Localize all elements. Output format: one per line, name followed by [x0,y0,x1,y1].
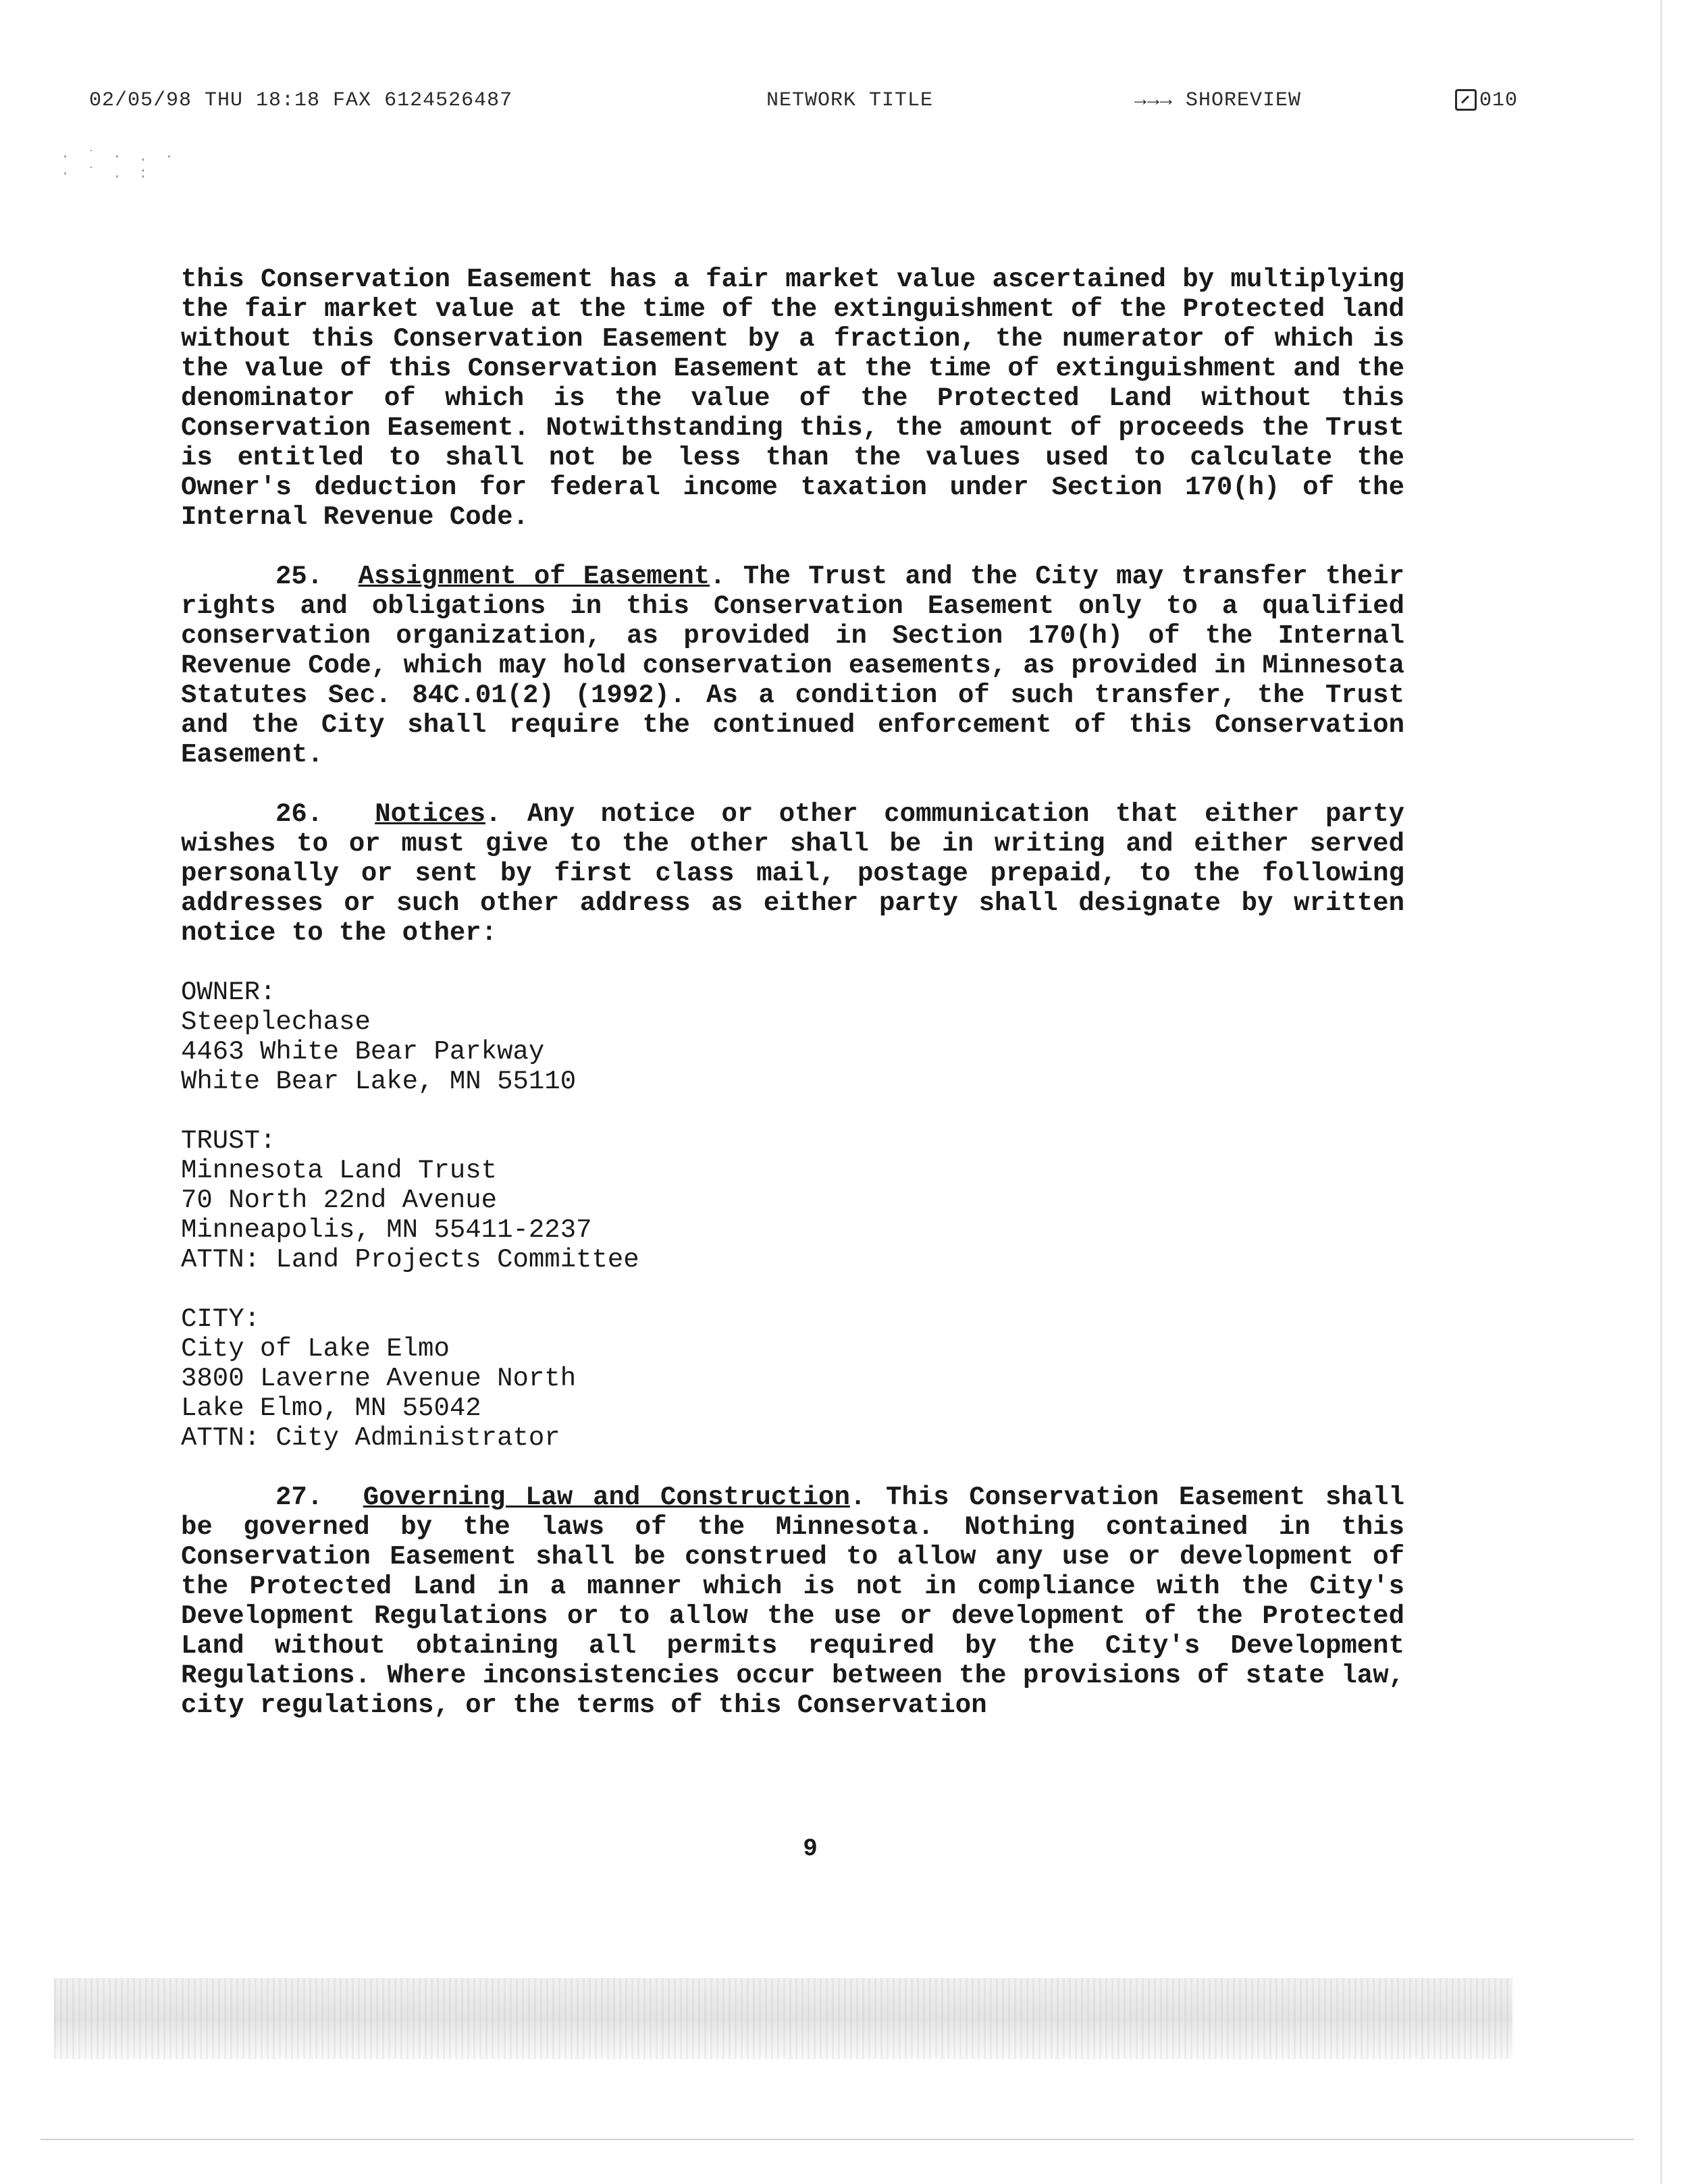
scan-speckles: · ˙ · . · · ˙ . : [61,149,178,182]
fax-header [0,89,1688,130]
owner-name: Steeplechase [181,1007,371,1037]
section-26-heading: Notices [375,799,486,829]
section-25-text: . The Trust and the City may transfer their rights and obligations in this Conservation Easement only to a qualified conservation organization, as provided in Section 170(h) of the Internal Revenue Code, which may hold conservation easements, as provided in Minnesota Statutes Sec. 84C.01(2) (1992). As a condition of such transfer, the Trust and the City shall require the continued enforcement of this Conservation Easement. [181,562,1405,770]
city-attention: ATTN: City Administrator [181,1423,560,1453]
section-26 [181,799,1404,948]
city-label: CITY: [181,1304,261,1334]
city-city-state-zip: Lake Elmo, MN 55042 [181,1393,481,1423]
trust-city-state-zip: Minneapolis, MN 55411-2237 [181,1215,592,1245]
section-27-text: . This Conservation Easement shall be governed by the laws of the Minnesota. Nothing contained in this Conservation Easement shall be construed to allow any use or development of the Protected Land in a manner which is not in compliance with the City's Development Regulations or to allow the use or development of the Protected Land without obtaining all permits required by the City's Development Regulations. Where inconsistencies occur between the provisions of state law, city regulations, or the terms of this Conservation [181,1483,1404,1720]
section-26-text: . Any notice or other communication that either party wishes to or must give to the other shall be in writing and either served personally or sent by first class mail, postage prepaid, to the following addresses or such other address as either party shall designate by written notice to the other: [181,799,1405,948]
section-25-number: 25. [275,562,323,591]
fax-page-indicator [1455,89,1519,115]
city-street: 3800 Laverne Avenue North [181,1364,577,1393]
trust-address-block [181,1126,1404,1275]
city-address-block [181,1304,1404,1453]
fax-destination: →→→ SHOREVIEW [1134,89,1302,112]
fax-page-box-icon [1455,89,1477,111]
city-name: City of Lake Elmo [181,1334,450,1364]
page-number: 9 [803,1835,818,1863]
section-27-heading: Governing Law and Construction [363,1483,850,1512]
scan-artifact-band [54,1978,1512,2059]
section-27 [181,1483,1404,1720]
scan-artifact-line [41,2139,1634,2140]
owner-address-block [181,978,1404,1096]
section-26-number: 26. [275,799,323,829]
section-27-number: 27. [275,1483,323,1512]
trust-street: 70 North 22nd Avenue [181,1186,498,1215]
trust-name: Minnesota Land Trust [181,1156,498,1186]
owner-street: 4463 White Bear Parkway [181,1037,545,1067]
paragraph-continued: this Conservation Easement has a fair market value ascertained by multiplying the fair market value at the time of the extinguishment of the Protected land without this Conservation Easement by a fraction, the numerator of which is the value of this Conservation Easement at the time of extinguishment and the denominator of which is the value of the Protected Land without this Conservation Easement. Notwithstanding this, the amount of proceeds the Trust is entitled to shall not be less than the values used to calculate the Owner's deduction for federal income taxation under Section 170(h) of the Internal Revenue Code. [181,265,1404,532]
trust-attention: ATTN: Land Projects Committee [181,1245,639,1275]
owner-label: OWNER: [181,978,276,1007]
owner-city-state-zip: White Bear Lake, MN 55110 [181,1067,577,1096]
fax-date-time-number: 02/05/98 THU 18:18 FAX 6124526487 [89,89,513,112]
trust-label: TRUST: [181,1126,276,1156]
section-25-heading: Assignment of Easement [358,562,710,591]
section-25 [181,562,1404,770]
document-body [181,265,1404,1720]
fax-page-number: 010 [1479,89,1519,112]
fax-sender: NETWORK TITLE [766,89,934,112]
page-edge [1660,0,1662,2184]
